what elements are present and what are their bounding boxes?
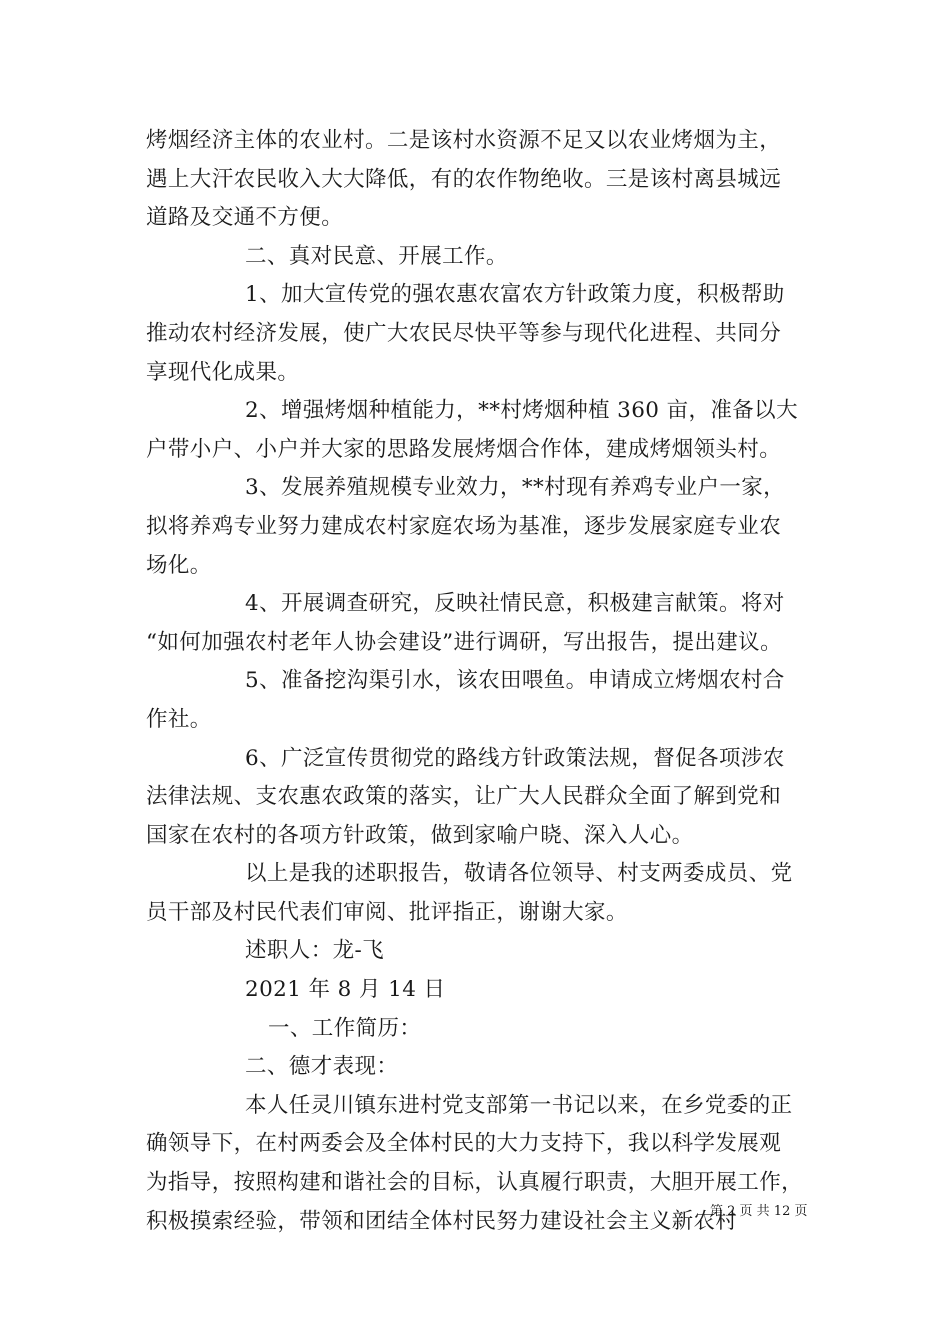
- text-line: 确领导下，在村两委会及全体村民的大力支持下，我以科学发展观: [146, 1131, 782, 1157]
- text-line: 为指导，按照构建和谐社会的目标，认真履行职责，大胆开展工作，: [146, 1170, 804, 1196]
- text-line: 场化。: [146, 552, 212, 578]
- section-heading: 二、德才表现：: [245, 1054, 399, 1080]
- text-line: 1、加大宣传党的强农惠农富农方针政策力度，积极帮助: [245, 282, 785, 308]
- text-line: “如何加强农村老年人协会建设”进行调研，写出报告，提出建议。: [146, 629, 782, 655]
- text-line: 3、发展养殖规模专业效力，**村现有养鸡专业户一家，: [245, 475, 786, 501]
- document-body: [146, 122, 811, 1241]
- section-heading: 二、真对民意、开展工作。: [245, 243, 508, 269]
- text-line: 推动农村经济发展，使广大农民尽快平等参与现代化进程、共同分: [146, 320, 782, 346]
- text-line: 法律法规、支农惠农政策的落实，让广大人民群众全面了解到党和: [146, 784, 782, 810]
- text-line: 以上是我的述职报告，敬请各位领导、村支两委成员、党: [245, 861, 793, 887]
- signature-line: 述职人：龙-飞: [245, 938, 385, 964]
- text-line: 遇上大汗农民收入大大降低，有的农作物绝收。三是该村离县城远: [146, 166, 782, 192]
- text-line: 作社。: [146, 706, 212, 732]
- text-line: 拟将养鸡专业努力建成农村家庭农场为基准，逐步发展家庭专业农: [146, 513, 782, 539]
- text-line: 烤烟经济主体的农业村。二是该村水资源不足又以农业烤烟为主，: [146, 128, 782, 153]
- text-line: 本人任灵川镇东进村党支部第一书记以来，在乡党委的正: [245, 1092, 793, 1118]
- text-line: 享现代化成果。: [146, 359, 300, 385]
- text-line: 4、开展调查研究，反映社情民意，积极建言献策。将对: [245, 591, 785, 617]
- page-number-footer: 第 2 页 共 12 页: [710, 1204, 808, 1219]
- date-line: 2021 年 8 月 14 日: [245, 977, 446, 1003]
- text-line: 员干部及村民代表们审阅、批评指正，谢谢大家。: [146, 899, 628, 925]
- text-line: 2、增强烤烟种植能力，**村烤烟种植 360 亩，准备以大: [245, 398, 798, 424]
- text-line: 积极摸索经验，带领和团结全体村民努力建设社会主义新农村: [146, 1208, 738, 1234]
- section-heading: 一、工作简历：: [268, 1015, 422, 1041]
- text-line: 6、广泛宣传贯彻党的路线方针政策法规，督促各项涉农: [245, 745, 785, 771]
- text-line: 户带小户、小户并大家的思路发展烤烟合作体，建成烤烟领头村。: [146, 436, 782, 462]
- text-line: 道路及交通不方便。: [146, 205, 344, 231]
- text-line: 5、准备挖沟渠引水，该农田喂鱼。申请成立烤烟农村合: [245, 668, 785, 694]
- text-line: 国家在农村的各项方针政策，做到家喻户晓、深入人心。: [146, 822, 694, 848]
